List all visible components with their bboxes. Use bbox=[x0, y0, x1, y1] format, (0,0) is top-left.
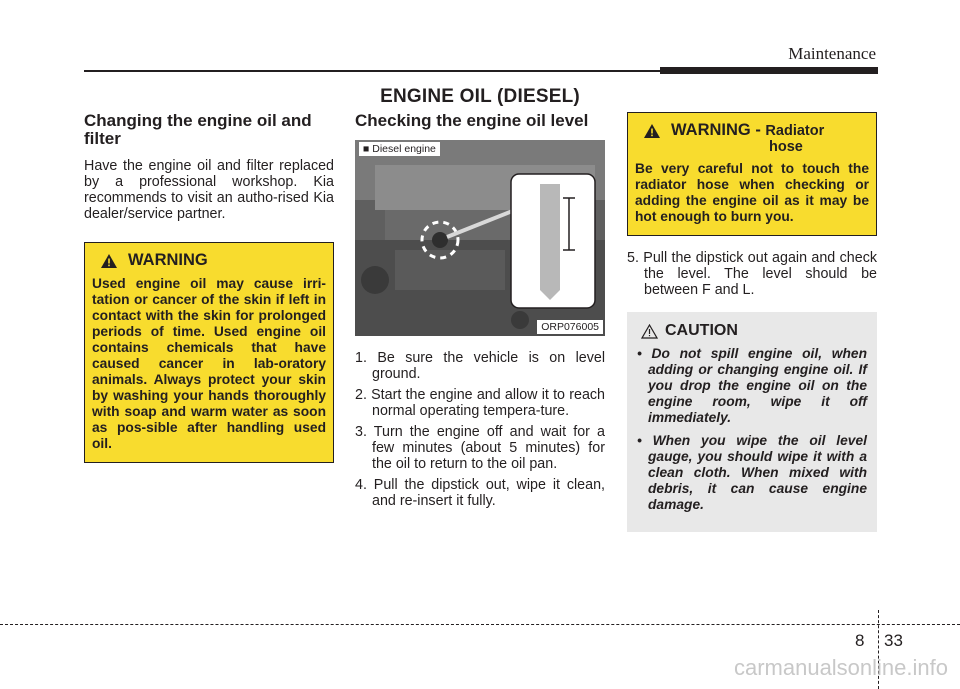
changing-oil-heading: Changing the engine oil and filter bbox=[84, 111, 312, 148]
right-column bbox=[627, 112, 877, 532]
warning-title bbox=[100, 251, 326, 270]
engine-photo bbox=[355, 140, 605, 336]
header-rule-accent bbox=[660, 67, 878, 74]
caution-list bbox=[637, 346, 867, 513]
warning-title-text: WARNING bbox=[128, 251, 208, 269]
photo-caption: ■ Diesel engine bbox=[359, 142, 440, 156]
caution-item: • Do not spill engine oil, when adding or changing engine oil. If you drop the engine oil on the engine room, wipe it off immediately. bbox=[637, 346, 867, 425]
caution-title bbox=[641, 322, 867, 340]
chapter-number: 8 bbox=[855, 631, 865, 650]
step-item: 2. Start the engine and allow it to reach normal operating tempera-ture. bbox=[355, 387, 605, 419]
changing-oil-text: Have the engine oil and filter replaced by a professional workshop. Kia recommends to visit an autho-rised Kia dealer/service partner. bbox=[84, 158, 334, 222]
warning-box-radiator bbox=[627, 112, 877, 236]
page-header-title: Maintenance bbox=[788, 44, 876, 63]
caution-item: • When you wipe the oil level gauge, you should wipe it with a clean cloth. When mixed with debris, it can cause engine damage. bbox=[637, 433, 867, 512]
watermark-text: carmanualsonline.info bbox=[733, 655, 948, 680]
step-item: 3. Turn the engine off and wait for a few minutes (about 5 minutes) for the oil to return to the oil pan. bbox=[355, 424, 605, 472]
warning-triangle-icon bbox=[643, 123, 661, 139]
caution-triangle-icon bbox=[641, 324, 658, 339]
section-title: ENGINE OIL (DIESEL) bbox=[380, 86, 580, 107]
steps-list-continued bbox=[627, 250, 877, 298]
warning-triangle-icon bbox=[100, 253, 118, 269]
middle-column bbox=[355, 112, 605, 514]
warning-radiator-title bbox=[643, 121, 869, 155]
caution-title-text: CAUTION bbox=[665, 322, 738, 339]
step-item: 5. Pull the dipstick out again and check the level. The level should be between F and L. bbox=[627, 250, 877, 298]
photo-code: ORP076005 bbox=[537, 320, 603, 334]
steps-list bbox=[355, 350, 605, 509]
step-item: 1. Be sure the vehicle is on level ground. bbox=[355, 350, 605, 382]
warning-radiator-title-sub2: hose bbox=[769, 139, 803, 155]
page-number: 33 bbox=[884, 631, 903, 650]
left-column bbox=[84, 112, 334, 463]
warning-radiator-title-main: WARNING - bbox=[671, 121, 766, 139]
step-item: 4. Pull the dipstick out, wipe it clean, and re-insert it fully. bbox=[355, 477, 605, 509]
warning-radiator-title-sub: Radiator bbox=[765, 123, 825, 139]
checking-oil-heading: Checking the engine oil level bbox=[355, 111, 589, 130]
caution-box bbox=[627, 312, 877, 532]
header-rule bbox=[84, 70, 660, 72]
engine-illustration bbox=[355, 140, 605, 336]
footer-rule bbox=[0, 624, 960, 625]
warning-body-text: Used engine oil may cause irri-tation or cancer of the skin if left in contact with the skin for prolonged periods of time. Used engine oil contains chemicals that have caused cancer in lab-oratory animals. Always protect your skin by washing your hands thoroughly with soap and warm water as soon as pos-sible after handling used oil. bbox=[92, 276, 326, 451]
warning-box-used-oil bbox=[84, 242, 334, 463]
warning-radiator-body: Be very careful not to touch the radiator hose when checking or adding the engine oil as it may be hot enough to burn you. bbox=[635, 161, 869, 224]
